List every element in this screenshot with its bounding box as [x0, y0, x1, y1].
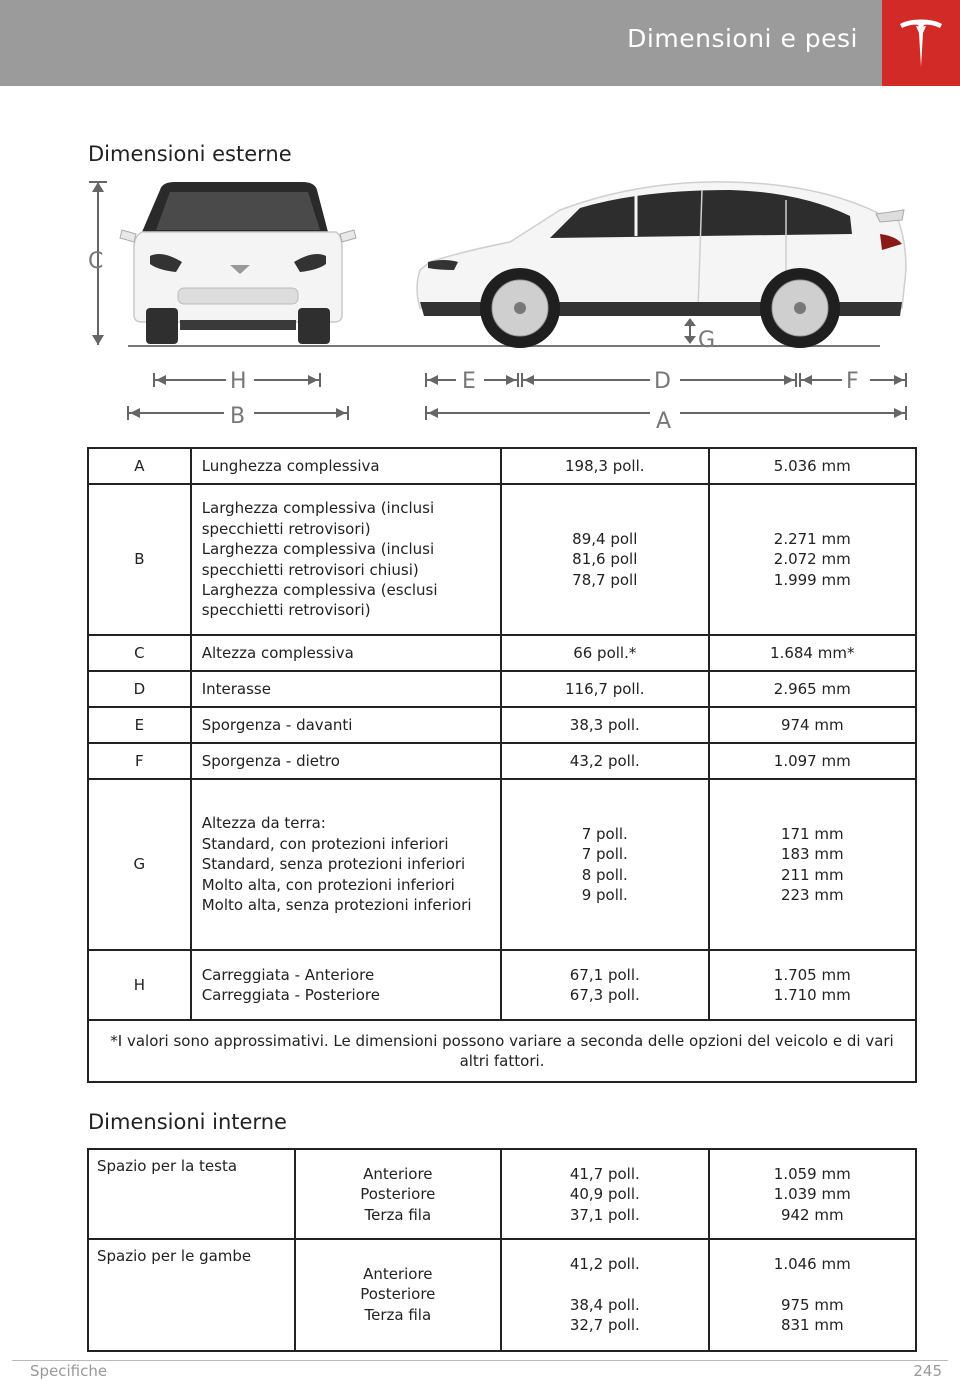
- row-value-mm: 5.036 mm: [709, 448, 917, 484]
- row-description: Sporgenza - dietro: [191, 743, 501, 779]
- tesla-logo-icon: [896, 15, 946, 71]
- page-number: 245: [913, 1362, 942, 1380]
- table-note-row: [88, 1020, 916, 1082]
- row-value-inch: 89,4 poll 81,6 poll 78,7 poll: [501, 484, 708, 635]
- exterior-section-title: Dimensioni esterne: [88, 142, 292, 166]
- row-value-inch: 41,7 poll. 40,9 poll. 37,1 poll.: [501, 1149, 708, 1239]
- table-footnote: *I valori sono approssimativi. Le dimensioni possono variare a seconda delle opzioni del veicolo e di vari altri fattori.: [88, 1020, 916, 1082]
- row-value-inch: 116,7 poll.: [501, 671, 708, 707]
- table-row: [88, 635, 916, 671]
- table-row: [88, 1239, 916, 1351]
- row-description: Lunghezza complessiva: [191, 448, 501, 484]
- row-value-inch: 66 poll.*: [501, 635, 708, 671]
- row-sublabels: Anteriore Posteriore Terza fila: [295, 1239, 502, 1351]
- row-value-inch: 7 poll. 7 poll. 8 poll. 9 poll.: [501, 779, 708, 950]
- exterior-dimensions-diagram: [80, 170, 920, 435]
- dim-label-h: H: [230, 369, 247, 394]
- dim-label-d: D: [654, 369, 671, 394]
- row-code: B: [88, 484, 191, 635]
- row-sublabels: Anteriore Posteriore Terza fila: [295, 1149, 502, 1239]
- row-code: H: [88, 950, 191, 1020]
- row-code: C: [88, 635, 191, 671]
- row-code: D: [88, 671, 191, 707]
- row-value-inch: 67,1 poll. 67,3 poll.: [501, 950, 708, 1020]
- exterior-dimensions-table: [87, 447, 917, 1083]
- row-description: Carreggiata - Anteriore Carreggiata - Posteriore: [191, 950, 501, 1020]
- row-description: Sporgenza - davanti: [191, 707, 501, 743]
- row-description: Larghezza complessiva (inclusi specchietti retrovisori) Larghezza complessiva (inclusi specchietti retrovisori chiusi) Larghezza complessiva (esclusi specchietti retrovisori): [191, 484, 501, 635]
- row-value-inch: 198,3 poll.: [501, 448, 708, 484]
- row-code: F: [88, 743, 191, 779]
- dim-label-e: E: [462, 369, 476, 394]
- row-value-mm: 1.046 mm 975 mm 831 mm: [709, 1239, 916, 1351]
- page-header: [0, 0, 960, 86]
- table-row: [88, 779, 916, 950]
- row-value-inch: 43,2 poll.: [501, 743, 708, 779]
- footer-section: Specifiche: [30, 1362, 108, 1380]
- row-description: Altezza da terra: Standard, con protezioni inferiori Standard, senza protezioni inferiori Molto alta, con protezioni inferiori Molto alta, senza protezioni inferiori: [191, 779, 501, 950]
- table-row: [88, 484, 916, 635]
- table-row: [88, 1149, 916, 1239]
- table-row: [88, 707, 916, 743]
- interior-section-title: Dimensioni interne: [88, 1110, 287, 1134]
- dim-label-c: C: [88, 249, 104, 274]
- interior-dimensions-table: [87, 1148, 917, 1352]
- footer-divider: [12, 1360, 948, 1361]
- table-row: [88, 671, 916, 707]
- row-value-inch: 41,2 poll. 38,4 poll. 32,7 poll.: [501, 1239, 708, 1351]
- row-value-mm: 171 mm 183 mm 211 mm 223 mm: [709, 779, 917, 950]
- row-value-mm: 2.271 mm 2.072 mm 1.999 mm: [709, 484, 917, 635]
- row-value-mm: 2.965 mm: [709, 671, 917, 707]
- page-title: Dimensioni e pesi: [627, 24, 858, 53]
- car-front-view: [120, 182, 356, 344]
- table-row: [88, 743, 916, 779]
- tesla-logo: [882, 0, 960, 86]
- row-code: E: [88, 707, 191, 743]
- table-row: [88, 950, 916, 1020]
- dim-label-g: G: [698, 328, 716, 353]
- row-value-mm: 1.097 mm: [709, 743, 917, 779]
- row-code: A: [88, 448, 191, 484]
- dimension-arrow-g: [684, 318, 696, 344]
- row-value-mm: 1.684 mm*: [709, 635, 917, 671]
- row-description: Interasse: [191, 671, 501, 707]
- row-value-inch: 38,3 poll.: [501, 707, 708, 743]
- car-side-view: [417, 182, 906, 348]
- row-code: G: [88, 779, 191, 950]
- dim-label-f: F: [846, 369, 859, 394]
- row-label: Spazio per le gambe: [88, 1239, 295, 1351]
- dim-label-b: B: [230, 404, 246, 429]
- dim-label-a: A: [656, 409, 672, 434]
- row-value-mm: 1.705 mm 1.710 mm: [709, 950, 917, 1020]
- row-label: Spazio per la testa: [88, 1149, 295, 1239]
- row-value-mm: 1.059 mm 1.039 mm 942 mm: [709, 1149, 916, 1239]
- table-row: [88, 448, 916, 484]
- row-value-mm: 974 mm: [709, 707, 917, 743]
- row-description: Altezza complessiva: [191, 635, 501, 671]
